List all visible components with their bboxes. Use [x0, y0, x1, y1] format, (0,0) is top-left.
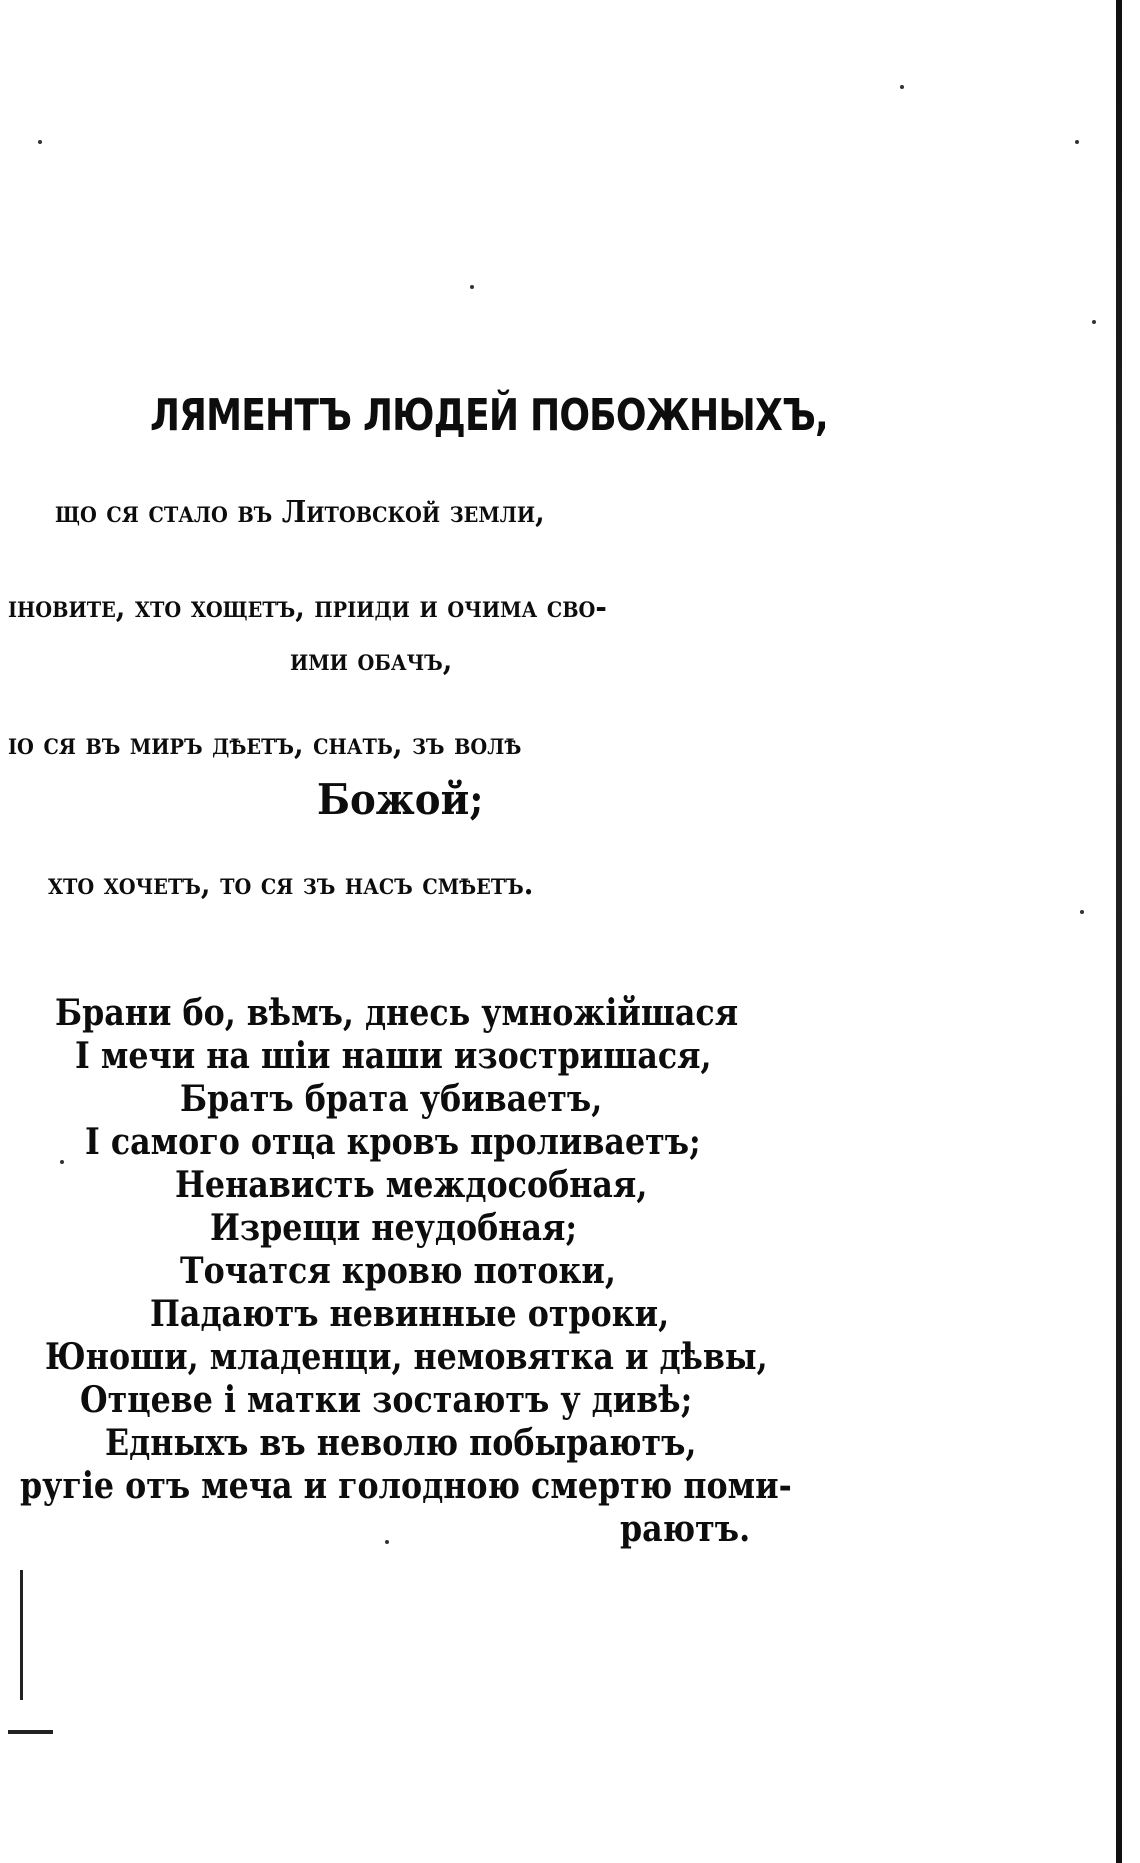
page-edge-shadow — [1116, 0, 1122, 1863]
poem-title: ЛЯМЕНТЪ ЛЮДЕЙ ПОБОЖНЫХЪ, — [150, 390, 828, 441]
heading-line-6: хто хочетъ, то ся зъ насъ смѣетъ. — [48, 867, 534, 902]
heading-line-1: що ся стало въ Литовской земли, — [55, 495, 545, 530]
heading-line-4: іо ся въ миръ дѣетъ, снать, зъ волѣ — [8, 727, 522, 762]
verse-line-1: Брани бо, вѣмъ, днесь умножійшася — [55, 992, 739, 1034]
verse-line-13: раютъ. — [620, 1508, 751, 1550]
scan-speck — [60, 1160, 64, 1164]
verse-line-10: Отцеве і матки зостаютъ у дивѣ; — [80, 1379, 693, 1421]
scan-speck — [1075, 140, 1079, 144]
verse-line-5: Ненависть междособная, — [175, 1164, 648, 1206]
scan-speck — [900, 85, 904, 89]
heading-line-2: іновите, хто хощетъ, пріиди и очима сво- — [8, 590, 607, 625]
heading-line-3: ими обачъ, — [290, 643, 453, 678]
verse-line-7: Точатся кровю потоки, — [180, 1250, 616, 1292]
verse-line-12: ругіе отъ меча и голодною смертю поми- — [20, 1465, 792, 1507]
heading-line-5: Божой; — [317, 775, 484, 824]
scan-speck — [1092, 320, 1096, 324]
verse-line-9: Юноши, младенци, немовятка и дѣвы, — [45, 1336, 768, 1378]
margin-scan-mark — [20, 1570, 23, 1700]
verse-line-11: Едныхъ въ неволю побыраютъ, — [105, 1422, 697, 1464]
verse-line-4: І самого отца кровъ проливаетъ; — [85, 1121, 701, 1163]
verse-line-6: Изрещи неудобная; — [210, 1207, 578, 1249]
verse-line-8: Падаютъ невинные отроки, — [150, 1293, 670, 1335]
verse-line-2: І мечи на шіи наши изостришася, — [75, 1035, 712, 1077]
scan-speck — [385, 1540, 389, 1544]
scan-speck — [38, 140, 42, 144]
scan-speck — [1080, 910, 1084, 914]
verse-line-3: Братъ брата убиваетъ, — [180, 1078, 603, 1120]
scan-speck — [470, 285, 474, 289]
margin-dash-mark — [8, 1730, 53, 1734]
